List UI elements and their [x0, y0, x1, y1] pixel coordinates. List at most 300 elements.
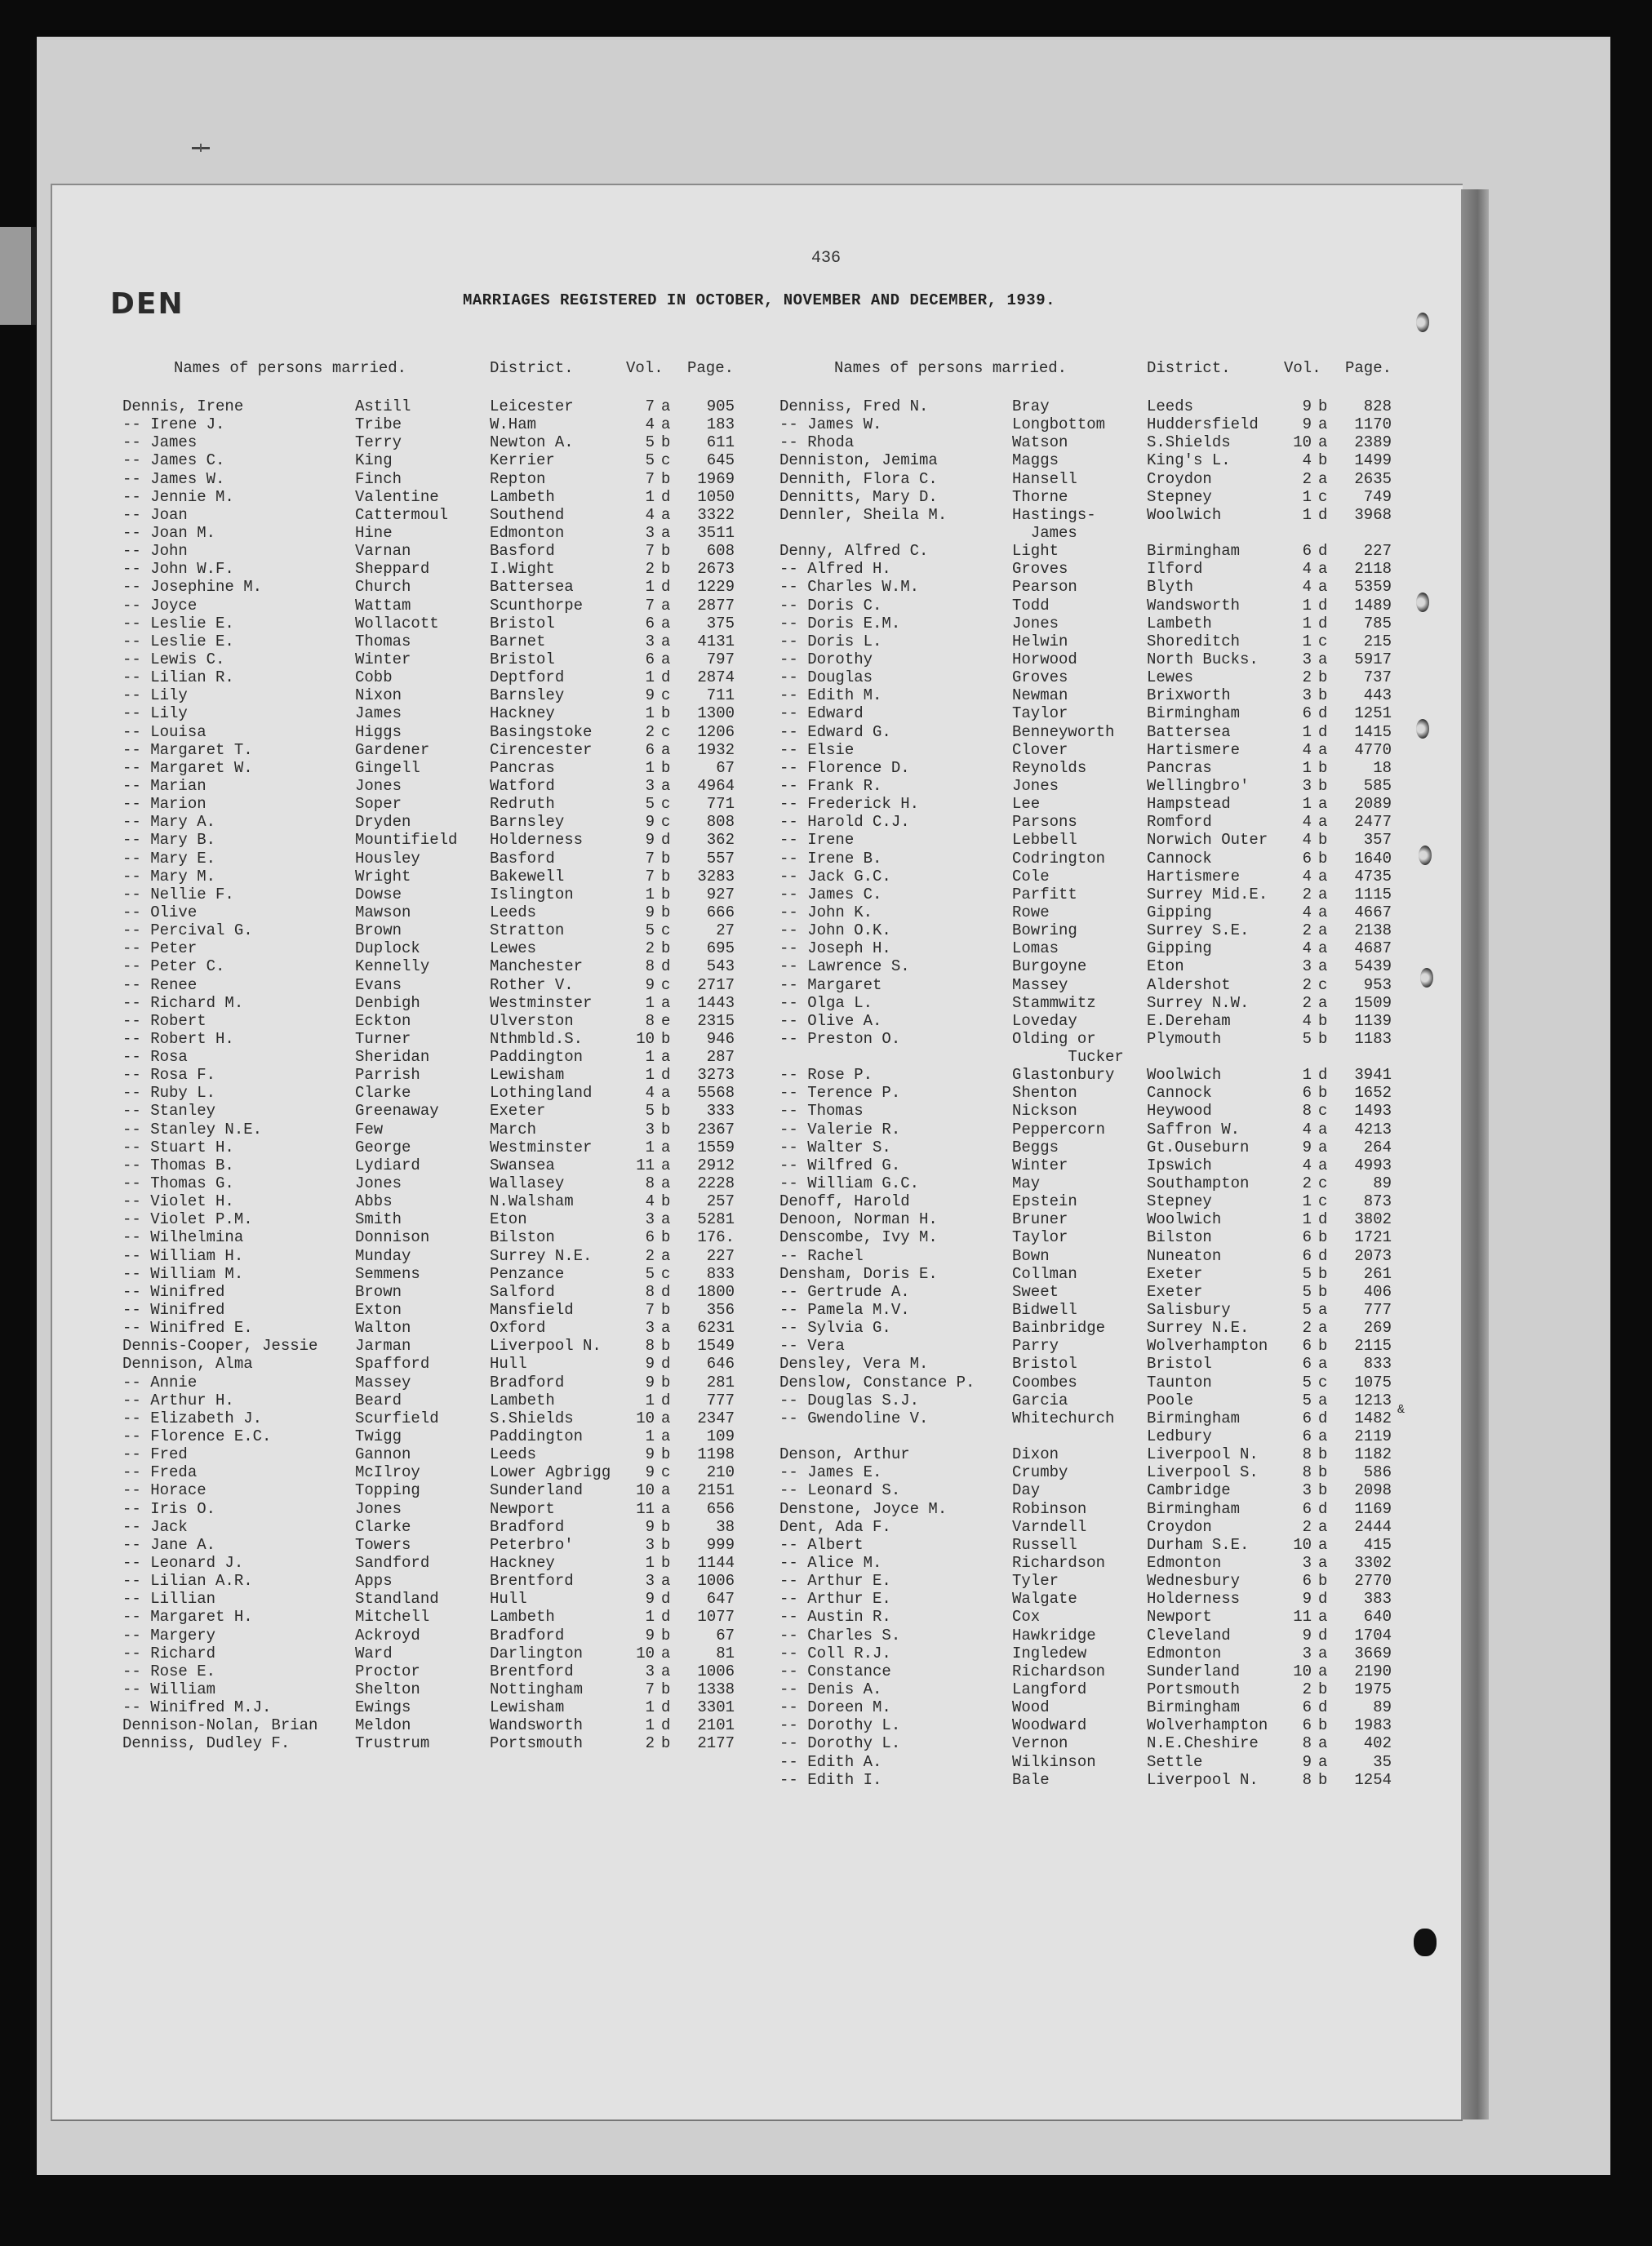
entry-spouse-surname: Evans [355, 975, 402, 994]
entry-spouse-surname: Whitechurch [1012, 1409, 1115, 1427]
entry-spouse-surname: Donnison [355, 1228, 430, 1247]
entry-name: -- Ruby L. [122, 1084, 216, 1103]
entry-volume-letter: d [1318, 614, 1328, 633]
entry-spouse-surname: Scurfield [355, 1409, 439, 1427]
entry-spouse-surname: Nixon [355, 686, 402, 705]
entry-district: Liverpool S. [1147, 1463, 1259, 1482]
entry-district: Ipswich [1147, 1156, 1212, 1174]
entry-name: Denniss, Dudley F. [122, 1734, 291, 1753]
entry-volume-number: 6 [645, 650, 655, 668]
entry-name: -- Elizabeth J. [122, 1409, 263, 1427]
entry-volume-number: 5 [1302, 1301, 1312, 1320]
entry-district: Newport [1147, 1608, 1212, 1627]
entry-volume-letter: b [661, 1626, 671, 1645]
entry-name: -- Arthur E. [779, 1572, 891, 1591]
entry-page: 1489 [1354, 596, 1392, 615]
entry-name: Denniss, Fred N. [779, 397, 929, 415]
entry-name: -- Peter C. [122, 957, 225, 976]
entry-district: Croydon [1147, 469, 1212, 488]
entry-name: -- Douglas [779, 668, 873, 687]
entry-volume-number: 6 [1302, 1698, 1312, 1717]
entry-volume-number: 6 [1302, 1084, 1312, 1103]
entry-volume-number: 4 [1302, 1011, 1312, 1030]
entry-district: Nottingham [490, 1680, 584, 1698]
entry-district: Lewes [1147, 668, 1194, 687]
entry-page: 109 [706, 1427, 735, 1446]
page-edge-shadow [1461, 189, 1489, 2119]
entry-name: -- Robert [122, 1011, 206, 1030]
entry-volume-letter: a [1318, 650, 1328, 668]
entry-volume-letter: a [661, 632, 671, 650]
entry-volume-number: 6 [1302, 1716, 1312, 1735]
entry-name: Densham, Doris E. [779, 1264, 938, 1283]
entry-district: Barnet [490, 632, 546, 650]
entry-spouse-surname: Tyler [1012, 1572, 1059, 1591]
entry-spouse-surname: Meldon [355, 1716, 411, 1735]
entry-volume-letter: d [661, 1391, 671, 1409]
entry-volume-letter: b [1318, 831, 1328, 850]
entry-district: Surrey N.W. [1147, 993, 1250, 1012]
entry-district: Southend [490, 505, 565, 524]
entry-name: -- Denis A. [779, 1680, 882, 1698]
entry-volume-letter: a [661, 1481, 671, 1500]
entry-page: 2315 [697, 1011, 735, 1030]
entry-district: Basford [490, 849, 555, 868]
entry-volume-letter: b [1318, 1029, 1328, 1048]
entry-spouse-surname: Tucker [1012, 1048, 1124, 1067]
entry-spouse-surname: Shelton [355, 1680, 420, 1698]
entry-page: 5359 [1354, 578, 1392, 597]
entry-page: 2477 [1354, 813, 1392, 832]
entry-page: 946 [706, 1029, 735, 1048]
entry-volume-letter: a [661, 1409, 671, 1427]
entry-spouse-surname: May [1012, 1174, 1041, 1193]
entry-volume-number: 1 [645, 1048, 655, 1067]
entry-name: -- Olive A. [779, 1011, 882, 1030]
entry-district: Brixworth [1147, 686, 1231, 705]
entry-volume-letter: d [661, 1698, 671, 1717]
entry-spouse-surname: Housley [355, 849, 420, 868]
entry-name: -- Stuart H. [122, 1138, 234, 1156]
entry-volume-letter: b [661, 1445, 671, 1464]
entry-name: -- Lawrence S. [779, 957, 910, 976]
entry-volume-letter: a [661, 776, 671, 795]
entry-page: 356 [706, 1301, 735, 1320]
entry-volume-letter: a [1318, 415, 1328, 434]
entry-page: 1077 [697, 1608, 735, 1627]
entry-district: Ledbury [1147, 1427, 1212, 1446]
entry-district: Wallasey [490, 1174, 565, 1193]
entry-volume-letter: b [1318, 1084, 1328, 1103]
entry-volume-number: 2 [645, 722, 655, 741]
entry-district: Lothingland [490, 1084, 593, 1103]
entry-volume-letter: c [661, 813, 671, 832]
entry-name: -- Winifred [122, 1301, 225, 1320]
entry-page: 67 [716, 758, 735, 777]
entry-volume-letter: d [661, 1066, 671, 1085]
entry-page: 1549 [697, 1337, 735, 1356]
entry-spouse-surname: Codrington [1012, 849, 1106, 868]
entry-district: Kerrier [490, 451, 555, 470]
entry-spouse-surname: Wilkinson [1012, 1752, 1096, 1771]
entry-name: -- Lily [122, 704, 188, 723]
entry-volume-number: 2 [1302, 1680, 1312, 1698]
entry-volume-letter: c [661, 722, 671, 741]
entry-district: N.E.Cheshire [1147, 1734, 1259, 1753]
entry-district: Westminster [490, 1138, 593, 1156]
entry-district: Holderness [1147, 1590, 1241, 1609]
header-page-left: Page. [687, 359, 735, 377]
entry-volume-number: 2 [1302, 993, 1312, 1012]
entry-spouse-surname: Lydiard [355, 1156, 420, 1174]
entry-district: Salisbury [1147, 1301, 1231, 1320]
entry-page: 953 [1363, 975, 1392, 994]
entry-volume-number: 3 [1302, 776, 1312, 795]
entry-volume-letter: a [1318, 993, 1328, 1012]
entry-page: 1115 [1354, 885, 1392, 903]
entry-volume-letter: d [661, 831, 671, 850]
entry-district: Brentford [490, 1662, 574, 1680]
entry-volume-number: 8 [645, 957, 655, 976]
entry-page: 1704 [1354, 1626, 1392, 1645]
entry-name: -- Richard M. [122, 993, 244, 1012]
entry-spouse-surname: Jones [1012, 776, 1059, 795]
entry-volume-number: 5 [1302, 1391, 1312, 1409]
entry-district: Shoreditch [1147, 632, 1241, 650]
entry-volume-number: 5 [1302, 1373, 1312, 1392]
entry-page: 333 [706, 1102, 735, 1121]
entry-district: Liverpool N. [1147, 1445, 1259, 1464]
entry-page: 4131 [697, 632, 735, 650]
entry-district: Oxford [490, 1319, 546, 1338]
entry-spouse-surname: Newman [1012, 686, 1068, 705]
entry-spouse-surname: Taylor [1012, 1228, 1068, 1247]
entry-volume-letter: b [1318, 397, 1328, 415]
entry-district: Saffron W. [1147, 1120, 1241, 1139]
entry-page: 4687 [1354, 939, 1392, 958]
entry-volume-number: 3 [1302, 1554, 1312, 1572]
entry-spouse-surname: Jones [1012, 614, 1059, 633]
entry-page: 2717 [697, 975, 735, 994]
entry-volume-number: 2 [645, 1734, 655, 1753]
entry-district: Wednesbury [1147, 1572, 1241, 1591]
entry-volume-letter: b [1318, 451, 1328, 470]
entry-district: Southampton [1147, 1174, 1250, 1193]
entry-district: Hull [490, 1355, 527, 1374]
entry-district: Exeter [490, 1102, 546, 1121]
entry-volume-number: 9 [645, 1445, 655, 1464]
entry-name: -- Dorothy L. [779, 1734, 901, 1753]
entry-name: -- Jack [122, 1517, 188, 1536]
entry-district: Stepney [1147, 1192, 1212, 1211]
entry-spouse-surname: Ingledew [1012, 1644, 1087, 1662]
entry-district: Exeter [1147, 1282, 1203, 1301]
entry-page: 1721 [1354, 1228, 1392, 1247]
entry-volume-number: 10 [1293, 1535, 1312, 1554]
entry-page: 1415 [1354, 722, 1392, 741]
entry-spouse-surname: Bidwell [1012, 1301, 1077, 1320]
entry-name: -- Winifred M.J. [122, 1698, 272, 1717]
entry-spouse-surname: Walton [355, 1319, 411, 1338]
binding-hole-icon [1420, 968, 1433, 988]
header-vol-left: Vol. [626, 359, 664, 377]
entry-spouse-surname: Greenaway [355, 1102, 439, 1121]
entry-volume-number: 8 [645, 1011, 655, 1030]
entry-name: -- Leonard J. [122, 1554, 244, 1572]
entry-volume-letter: c [661, 686, 671, 705]
entry-spouse-surname: Massey [355, 1373, 411, 1392]
entry-volume-letter: d [1318, 1698, 1328, 1717]
entry-volume-letter: a [661, 740, 671, 759]
entry-volume-letter: b [661, 849, 671, 868]
entry-volume-letter: a [1318, 1734, 1328, 1753]
entry-name: -- Margaret W. [122, 758, 253, 777]
entry-volume-letter: a [661, 1246, 671, 1265]
entry-volume-letter: d [1318, 596, 1328, 615]
entry-page: 640 [1363, 1608, 1392, 1627]
entry-district: Woolwich [1147, 505, 1222, 524]
entry-page: 227 [1363, 542, 1392, 561]
entry-page: 1640 [1354, 849, 1392, 868]
entry-volume-number: 4 [1302, 451, 1312, 470]
entry-volume-letter: b [1318, 1445, 1328, 1464]
entry-volume-letter: a [661, 1644, 671, 1662]
entry-volume-number: 2 [1302, 1174, 1312, 1193]
entry-volume-letter: b [1318, 1680, 1328, 1698]
entry-volume-number: 5 [645, 921, 655, 940]
entry-name: -- Edward G. [779, 722, 891, 741]
entry-volume-number: 1 [645, 578, 655, 597]
entry-spouse-surname: Cole [1012, 867, 1050, 886]
entry-volume-letter: a [661, 614, 671, 633]
entry-name: -- Robert H. [122, 1029, 234, 1048]
entry-district: Westminster [490, 993, 593, 1012]
entry-spouse-surname: Jones [355, 1174, 402, 1193]
entry-page: 586 [1363, 1463, 1392, 1482]
entry-spouse-surname: Lomas [1012, 939, 1059, 958]
entry-spouse-surname: Vernon [1012, 1734, 1068, 1753]
entry-spouse-surname: Church [355, 578, 411, 597]
entry-name: Dennis-Cooper, Jessie [122, 1337, 318, 1356]
entry-page: 2912 [697, 1156, 735, 1174]
entry-spouse-surname: Kennelly [355, 957, 430, 976]
entry-volume-number: 5 [645, 451, 655, 470]
entry-name: -- Percival G. [122, 921, 253, 940]
entry-district: Surrey N.E. [490, 1246, 593, 1265]
entry-district: Leeds [490, 903, 537, 921]
entry-name: -- Vera [779, 1337, 845, 1356]
entry-name: -- Annie [122, 1373, 198, 1392]
entry-name: -- Leonard S. [779, 1481, 901, 1500]
entry-page: 1206 [697, 722, 735, 741]
entry-name: -- Alfred H. [779, 560, 891, 579]
entry-name: -- Stanley [122, 1102, 216, 1121]
entry-volume-number: 6 [1302, 704, 1312, 723]
entry-name: -- Fred [122, 1445, 188, 1464]
entry-page: 833 [1363, 1355, 1392, 1374]
entry-volume-number: 7 [645, 867, 655, 886]
entry-name: -- Renee [122, 975, 198, 994]
entry-page: 543 [706, 957, 735, 976]
entry-district: Durham S.E. [1147, 1535, 1250, 1554]
entry-name: -- Stanley N.E. [122, 1120, 263, 1139]
entry-volume-number: 4 [1302, 740, 1312, 759]
entry-name: Denson, Arthur [779, 1445, 910, 1464]
entry-volume-letter: a [1318, 1752, 1328, 1771]
entry-spouse-surname: Towers [355, 1535, 411, 1554]
entry-volume-letter: a [1318, 578, 1328, 597]
entry-spouse-surname: Massey [1012, 975, 1068, 994]
entry-district: Bristol [490, 614, 555, 633]
entry-name: -- Doris C. [779, 596, 882, 615]
registration-mark-icon [192, 147, 210, 149]
entry-spouse-surname: Soper [355, 795, 402, 814]
entry-page: 656 [706, 1499, 735, 1518]
entry-volume-letter: d [1318, 1590, 1328, 1609]
entry-name: -- Doreen M. [779, 1698, 891, 1717]
entry-volume-number: 1 [645, 993, 655, 1012]
entry-spouse-surname: Winter [1012, 1156, 1068, 1174]
entry-page: 1932 [697, 740, 735, 759]
entry-volume-letter: d [1318, 505, 1328, 524]
entry-page: 608 [706, 542, 735, 561]
entry-volume-letter: a [661, 397, 671, 415]
entry-page: 362 [706, 831, 735, 850]
entry-page: 5568 [697, 1084, 735, 1103]
entry-page: 81 [716, 1644, 735, 1662]
entry-volume-letter: a [661, 523, 671, 542]
entry-name: -- Thomas [779, 1102, 864, 1121]
entry-volume-number: 1 [1302, 1210, 1312, 1229]
entry-volume-number: 1 [1302, 722, 1312, 741]
entry-district: Cleveland [1147, 1626, 1231, 1645]
entry-spouse-surname: Coombes [1012, 1373, 1077, 1392]
entry-page: 183 [706, 415, 735, 434]
entry-volume-letter: a [1318, 1319, 1328, 1338]
entry-volume-number: 9 [645, 1355, 655, 1374]
entry-district: Wandsworth [1147, 596, 1241, 615]
entry-name: -- Wilhelmina [122, 1228, 244, 1247]
entry-page: 4993 [1354, 1156, 1392, 1174]
entry-volume-letter: b [1318, 1463, 1328, 1482]
entry-spouse-surname: Richardson [1012, 1662, 1106, 1680]
entry-district: Eton [490, 1210, 527, 1229]
entry-district: Wolverhampton [1147, 1716, 1268, 1735]
entry-volume-letter: a [1318, 921, 1328, 940]
entry-volume-letter: a [661, 1210, 671, 1229]
entry-volume-letter: a [661, 1319, 671, 1338]
entry-name: -- Pamela M.V. [779, 1301, 910, 1320]
entry-volume-letter: a [1318, 795, 1328, 814]
entry-district: Swansea [490, 1156, 555, 1174]
entry-district: Bristol [1147, 1355, 1212, 1374]
entry-name: -- John W.F. [122, 560, 234, 579]
entry-volume-number: 5 [1302, 1029, 1312, 1048]
entry-name: -- Sylvia G. [779, 1319, 891, 1338]
entry-volume-letter: d [661, 1716, 671, 1735]
entry-district: Birmingham [1147, 1698, 1241, 1717]
entry-name: Dennison, Alma [122, 1355, 253, 1374]
entry-volume-number: 8 [645, 1282, 655, 1301]
entry-name: -- James C. [779, 885, 882, 903]
entry-volume-letter: d [661, 578, 671, 597]
entry-name: -- Rosa F. [122, 1066, 216, 1085]
entry-page: 645 [706, 451, 735, 470]
entry-district: Lambeth [490, 487, 555, 506]
entry-volume-letter: a [661, 1572, 671, 1591]
entry-page: 4213 [1354, 1120, 1392, 1139]
entry-page: 2635 [1354, 469, 1392, 488]
entry-name: -- Lilian A.R. [122, 1572, 253, 1591]
entry-page: 6231 [697, 1319, 735, 1338]
entry-district: Battersea [490, 578, 574, 597]
entry-page: 1499 [1354, 451, 1392, 470]
entry-volume-letter: b [1318, 1282, 1328, 1301]
entry-volume-number: 8 [1302, 1770, 1312, 1789]
entry-volume-letter: a [661, 1499, 671, 1518]
entry-district: Bristol [490, 650, 555, 668]
entry-page: 67 [716, 1626, 735, 1645]
entry-name: -- Winifred E. [122, 1319, 253, 1338]
entry-name: Dennis, Irene [122, 397, 244, 415]
entry-spouse-surname: Beard [355, 1391, 402, 1409]
entry-spouse-surname: Epstein [1012, 1192, 1077, 1211]
entry-district: Bradford [490, 1626, 565, 1645]
entry-page: 905 [706, 397, 735, 415]
entry-spouse-surname: Brown [355, 921, 402, 940]
entry-spouse-surname: Thorne [1012, 487, 1068, 506]
entry-spouse-surname: King [355, 451, 393, 470]
entry-volume-number: 1 [1302, 596, 1312, 615]
entry-volume-number: 6 [1302, 1409, 1312, 1427]
entry-page: 1509 [1354, 993, 1392, 1012]
entry-name: -- James E. [779, 1463, 882, 1482]
entry-spouse-surname: Sandford [355, 1554, 430, 1572]
entry-district: Portsmouth [490, 1734, 584, 1753]
entry-district: Settle [1147, 1752, 1203, 1771]
entry-spouse-surname: Bruner [1012, 1210, 1068, 1229]
entry-page: 3669 [1354, 1644, 1392, 1662]
entry-district: Bradford [490, 1517, 565, 1536]
entry-volume-letter: d [661, 1608, 671, 1627]
entry-district: Aldershot [1147, 975, 1231, 994]
entry-page: 777 [706, 1391, 735, 1409]
entry-volume-letter: c [661, 1264, 671, 1283]
entry-volume-letter: c [1318, 1373, 1328, 1392]
entry-district: Gipping [1147, 903, 1212, 921]
entry-district: Surrey Mid.E. [1147, 885, 1268, 903]
entry-spouse-surname: Ewings [355, 1698, 411, 1717]
entry-volume-letter: a [1318, 813, 1328, 832]
entry-spouse-surname: Valentine [355, 487, 439, 506]
entry-name: -- John [122, 542, 188, 561]
entry-name: -- Marion [122, 795, 206, 814]
entry-district: Manchester [490, 957, 584, 976]
entry-page: 443 [1363, 686, 1392, 705]
entry-volume-number: 2 [645, 560, 655, 579]
entry-volume-number: 1 [645, 1427, 655, 1446]
entry-volume-letter: b [661, 560, 671, 579]
entry-page: 2138 [1354, 921, 1392, 940]
entry-volume-number: 9 [1302, 1752, 1312, 1771]
entry-volume-letter: d [1318, 1626, 1328, 1645]
entry-page: 1006 [697, 1572, 735, 1591]
entry-volume-number: 1 [1302, 795, 1312, 814]
entry-volume-letter: d [661, 1355, 671, 1374]
entry-volume-letter: a [1318, 1517, 1328, 1536]
entry-district: Birmingham [1147, 542, 1241, 561]
entry-district: Cambridge [1147, 1481, 1231, 1500]
